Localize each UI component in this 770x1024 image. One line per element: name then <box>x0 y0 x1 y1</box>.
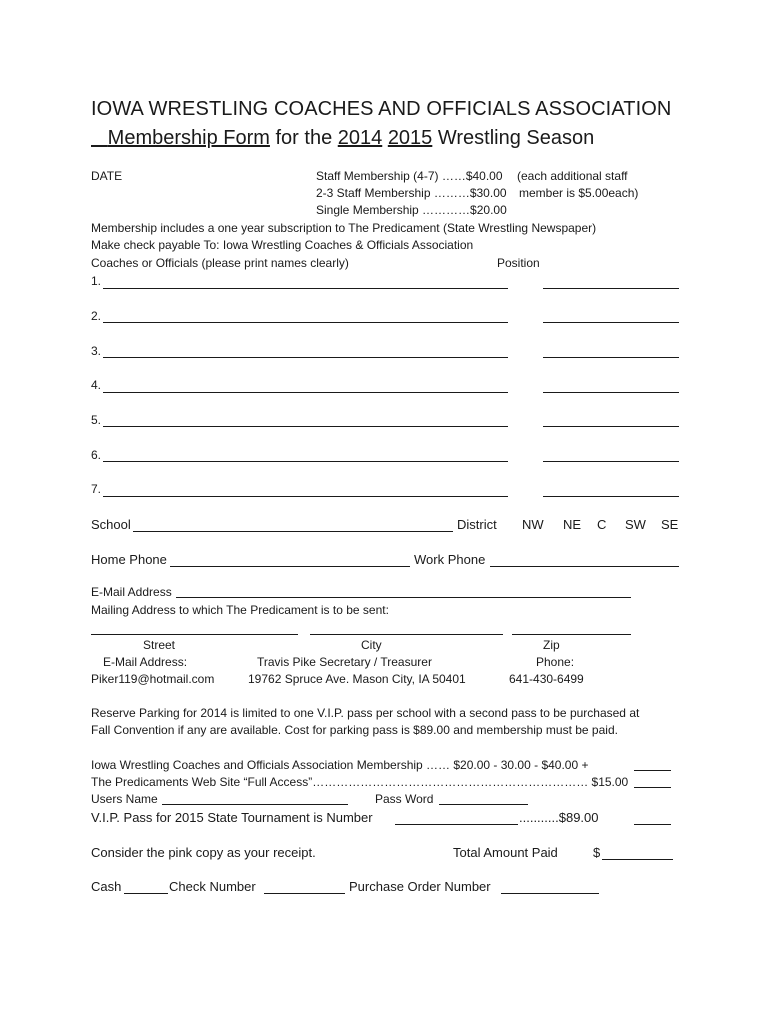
name-row-number: 4. <box>91 378 102 392</box>
website-amount-field[interactable] <box>634 787 671 788</box>
parking-info-line1: Reserve Parking for 2014 is limited to one V.I.P. pass per school with a second pass to be purchased at <box>91 706 640 720</box>
pass-word-label: Pass Word <box>375 792 434 806</box>
subtitle-year-2015: 2015 <box>387 127 433 149</box>
school-field[interactable] <box>133 531 453 532</box>
name-field-3[interactable] <box>103 357 508 358</box>
users-name-field[interactable] <box>162 804 348 805</box>
contact-phone-label: Phone: <box>536 655 575 669</box>
district-option-nw[interactable]: NW <box>522 517 544 532</box>
contact-address: 19762 Spruce Ave. Mason City, IA 50401 <box>248 672 466 686</box>
position-field-7[interactable] <box>543 496 679 497</box>
name-field-5[interactable] <box>103 426 508 427</box>
vip-pass-number-field[interactable] <box>395 824 518 825</box>
total-dollar-sign: $ <box>593 845 601 860</box>
position-field-4[interactable] <box>543 392 679 393</box>
street-field[interactable] <box>91 634 298 635</box>
cash-field[interactable] <box>124 893 168 894</box>
name-row-number: 3. <box>91 344 102 358</box>
contact-email: Piker119@hotmail.com <box>91 672 215 686</box>
staff-membership-price: Staff Membership (4-7) ……$40.00 <box>316 169 503 183</box>
position-field-1[interactable] <box>543 288 679 289</box>
contact-name-title: Travis Pike Secretary / Treasurer <box>257 655 432 669</box>
zip-field[interactable] <box>512 634 631 635</box>
vip-amount-field[interactable] <box>634 824 671 825</box>
single-membership-price: Single Membership …………$20.00 <box>316 203 507 217</box>
subtitle-lead-underline <box>91 127 108 149</box>
contact-phone: 641-430-6499 <box>509 672 584 686</box>
name-row-number: 5. <box>91 413 102 427</box>
work-phone-label: Work Phone <box>414 552 486 567</box>
subscription-info: Membership includes a one year subscription to The Predicament (State Wrestling Newspaper) <box>91 221 597 235</box>
subtitle-year-2014: 2014 <box>337 127 383 149</box>
name-field-6[interactable] <box>103 461 508 462</box>
total-amount-field[interactable] <box>602 859 673 860</box>
district-label: District <box>457 517 497 532</box>
district-option-c[interactable]: C <box>597 517 607 532</box>
name-row-number: 6. <box>91 448 102 462</box>
pass-word-field[interactable] <box>439 804 528 805</box>
city-field[interactable] <box>310 634 503 635</box>
subtitle-membership-form: Membership Form <box>107 127 270 149</box>
position-field-3[interactable] <box>543 357 679 358</box>
check-number-label: Check Number <box>169 879 256 894</box>
subtitle-for-the: for the <box>269 127 338 149</box>
name-row-number: 2. <box>91 309 102 323</box>
district-option-ne[interactable]: NE <box>563 517 582 532</box>
position-field-2[interactable] <box>543 322 679 323</box>
date-label: DATE <box>91 169 123 183</box>
district-option-se[interactable]: SE <box>661 517 679 532</box>
name-field-2[interactable] <box>103 322 508 323</box>
district-option-sw[interactable]: SW <box>625 517 646 532</box>
purchase-order-field[interactable] <box>501 893 599 894</box>
two-three-staff-price: 2-3 Staff Membership ………$30.00 <box>316 186 507 200</box>
subtitle-wrestling-season: Wrestling Season <box>432 127 595 149</box>
website-access-line: The Predicaments Web Site “Full Access”…………………………………………………………… $15.00 <box>91 775 629 789</box>
email-address-label: E-Mail Address <box>91 585 172 599</box>
name-row-number: 7. <box>91 482 102 496</box>
purchase-order-label: Purchase Order Number <box>349 879 491 894</box>
names-header: Coaches or Officials (please print names clearly) <box>91 256 349 270</box>
total-amount-label: Total Amount Paid <box>453 845 558 860</box>
school-label: School <box>91 517 131 532</box>
check-number-field[interactable] <box>264 893 345 894</box>
position-field-6[interactable] <box>543 461 679 462</box>
membership-amount-field[interactable] <box>634 770 671 771</box>
zip-label: Zip <box>543 638 560 652</box>
city-label: City <box>361 638 382 652</box>
name-field-7[interactable] <box>103 496 508 497</box>
home-phone-field[interactable] <box>170 566 410 567</box>
parking-info-line2: Fall Convention if any are available. Cost for parking pass is $89.00 and membership must be paid. <box>91 723 618 737</box>
staff-note-line1: (each additional staff <box>517 169 628 183</box>
form-title: IOWA WRESTLING COACHES AND OFFICIALS ASSOCIATION <box>91 98 672 120</box>
vip-pass-label: V.I.P. Pass for 2015 State Tournament is Number <box>91 810 373 825</box>
users-name-label: Users Name <box>91 792 158 806</box>
membership-order-line: Iowa Wrestling Coaches and Officials Association Membership …… $20.00 - 30.00 - $40.00 + <box>91 758 589 772</box>
contact-email-label: E-Mail Address: <box>103 655 188 669</box>
position-header: Position <box>497 256 540 270</box>
name-field-4[interactable] <box>103 392 508 393</box>
staff-note-line2: member is $5.00each) <box>519 186 639 200</box>
form-subtitle <box>91 126 594 150</box>
position-field-5[interactable] <box>543 426 679 427</box>
home-phone-label: Home Phone <box>91 552 167 567</box>
mailing-address-label: Mailing Address to which The Predicament is to be sent: <box>91 603 389 617</box>
receipt-note: Consider the pink copy as your receipt. <box>91 845 316 860</box>
email-address-field[interactable] <box>176 597 631 598</box>
check-payable-info: Make check payable To: Iowa Wrestling Coaches & Officials Association <box>91 238 474 252</box>
street-label: Street <box>143 638 176 652</box>
name-field-1[interactable] <box>103 288 508 289</box>
name-row-number: 1. <box>91 274 102 288</box>
cash-label: Cash <box>91 879 122 894</box>
work-phone-field[interactable] <box>490 566 679 567</box>
vip-pass-price: ...........$89.00 <box>519 810 599 825</box>
